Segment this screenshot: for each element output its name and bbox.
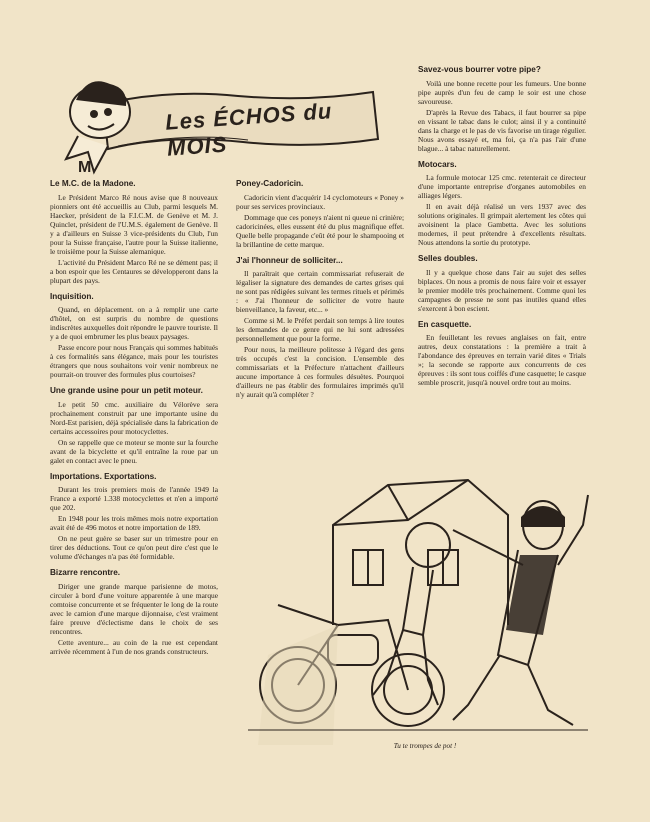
header-banner [48,54,388,184]
article-paragraph: Cadoricin vient d'acquérir 14 cyclomoteurs « Poney » pour ses services provinciaux. [236,192,404,211]
article-title: Importations. Exportations. [50,471,157,481]
article-title: Inquisition. [50,291,94,301]
article-paragraph: Passe encore pour nous Français qui sommes habitués à ces formalités sans élégance, mais pour les touristes étrangers que nous souhaitons voir venir nombreux ne pourrait-on trouver des formules plus courtoises? [50,343,218,379]
article-paragraph: L'activité du Président Marco Ré ne se dément pas; il a bon espoir que les Centaures se développeront dans la plupart des pays. [50,257,218,285]
article-paragraph: D'après la Revue des Tabacs, il faut bourrer sa pipe en vissant le tabac dans le culot; ainsi il y a continuité dans la charge et le pas de vis favorise un tirage régulier. Nous avons essayé et, ma foi, ça n'a pas l'air d'une blague... à tabac naturellement. [418,107,586,153]
article-title: Une grande usine pour un petit moteur. [50,386,203,395]
article-paragraph: Il y a quelque chose dans l'air au sujet des selles biplaces. On nous a promis de nous faire voir et essayer le premier modèle très prochainement. Comme quoi les campagnes de presse ne sont pas inutiles quand elles s'exercent à bon escient. [418,267,586,313]
article-title: Le M.C. de la Madone. [50,179,136,188]
article-paragraph: On ne peut guère se baser sur un trimestre pour en tirer des déductions. Tout ce qu'on peut dire c'est que le volume d'échanges n'a pas été formidable. [50,534,218,561]
svg-text:M: M [78,159,92,176]
article [50,472,218,562]
article-title: Savez-vous bourrer votre pipe? [418,65,541,74]
article [50,386,218,465]
article-paragraph: Le Président Marco Ré nous avise que 8 nouveaux pionniers ont été accueillis au Club, parmi lesquels M. Haecker, président de la F.I.C.M. de Genève et M. J. Quinclet, président de l'U.M.S. également de Genève. Il y a d'ailleurs en Suisse 3 vice-présidents du Club, l'un pour la Suisse française, l'autre pour la Suisse italienne, le troisième pour la Suisse alemanique. [50,192,218,256]
column-middle [236,172,404,401]
cartoon-illustration [238,455,598,745]
article-paragraph: En feuilletant les revues anglaises on fait, entre autres, deux constatations : la première a trait à l'abondance des épreuves en terrain varié dites « Trials »; la seconde se rapporte aux concurrents de ces épreuves : ils sont tous coiffés d'une casquette; le casque semble proscrit, jusqu'à nouvel ordre tout au moins. [418,333,586,387]
article-paragraph: Il paraîtrait que certain commissariat refuserait de légaliser la signature des demandes de cartes grises qui ne sont pas rédigées suivant les termes rituels et périmés : « J'ai l'honneur de solliciter de votre haute bienveillance, la faveur, etc... » [236,269,404,314]
article-title: Motocars. [418,159,457,169]
article-title: En casquette. [418,319,472,329]
article-title: Bizarre rencontre. [50,568,121,577]
article [236,179,404,249]
article [418,254,586,313]
article-paragraph: La formule motocar 125 cmc. retenterait ce directeur d'une importante entreprise d'organes automobiles en alliages légers. [418,173,586,200]
article-paragraph: Cette aventure... au coin de la rue est cependant arrivée récemment à l'un de nos grands constructeurs. [50,637,218,656]
article [50,179,218,285]
article-paragraph: Il en avait déjà réalisé un vers 1937 avec des solutions originales. Il grimpait alertement les côtes qui avoisinent la place Gambetta. Avec les solutions modernes, il peut prétendre à d'excellents résultats. Nous attendons la sortie du prototype. [418,202,586,247]
illustration-caption: Tu te trompes de pot ! [393,742,457,750]
article-paragraph: Durant les trois premiers mois de l'année 1949 la France a exporté 1.338 motocyclettes et n'en a importé que 202. [50,485,218,512]
article-paragraph: Le petit 50 cmc. auxiliaire du Vélorève sera prochainement construit par une importante usine du Nord-Est parisien, déjà spécialisée dans la fabrication de certains accessoires pour motocyclettes. [50,399,218,436]
article [236,256,404,400]
article-paragraph: Comme si M. le Préfet perdait son temps à lire toutes les demandes de ce genre qui ne lui sont adressées personnellement que pour la forme. [236,316,404,343]
article [418,320,586,388]
page-title: Les ÉCHOS du MOIS [164,98,334,161]
article-title: Poney-Cadoricin. [236,179,304,188]
column-left [50,172,218,658]
column-right [418,58,586,389]
article-paragraph: Quand, en déplacement. on a à remplir une carte d'hôtel, on est surpris du nombre de questions indiscrètes auxquelles doit répondre le pauvre touriste. Il y a de quoi embrumer les plus beaux paysages. [50,305,218,341]
article-paragraph: En 1948 pour les trois mêmes mois notre exportation avait été de 496 motos et notre importation de 189. [50,514,218,532]
article-paragraph: Dommage que ces poneys n'aient ni queue ni crinière; cadoricinées, elles eussent été du plus magnifique effet. Quelle belle propagande c'eût été pour le shampooing et la brillantine de cette marque. [236,212,404,249]
article-title: Selles doubles. [418,254,478,263]
article [50,292,218,380]
article-paragraph: Pour nous, la meilleure politesse à l'égard des gens très occupés c'est la concision. L'ensemble des commissariats et la Préfecture n'attachent d'ailleurs aucune importance à ces formules désuètes. Pourquoi d'ailleurs ne pas établir des formulaires imprimés qu'il n'y aurait qu'à compléter ? [236,345,404,399]
article [418,160,586,248]
article-paragraph: On se rappelle que ce moteur se monte sur la fourche avant de la bicyclette et qu'il entraîne la roue par un galet en contact avec le pneu. [50,437,218,465]
article-paragraph: Voilà une bonne recette pour les fumeurs. Une bonne pipe auprès d'un feu de camp le soir est une chose savoureuse. [418,78,586,106]
article-paragraph: Diriger une grande marque parisienne de motos, circuler à bord d'une voiture apparentée à une marque comtoise concurrente et se fréquenter le long de la route avec le camion d'une marque dijonnaise, c'est vraiment faire preuve d'éclectisme dans le choix de ses rencontres. [50,581,218,636]
motorcycle-cartoon-icon [238,455,598,745]
article [50,568,218,656]
article [418,65,586,153]
article-title: J'ai l'honneur de solliciter... [236,255,343,265]
